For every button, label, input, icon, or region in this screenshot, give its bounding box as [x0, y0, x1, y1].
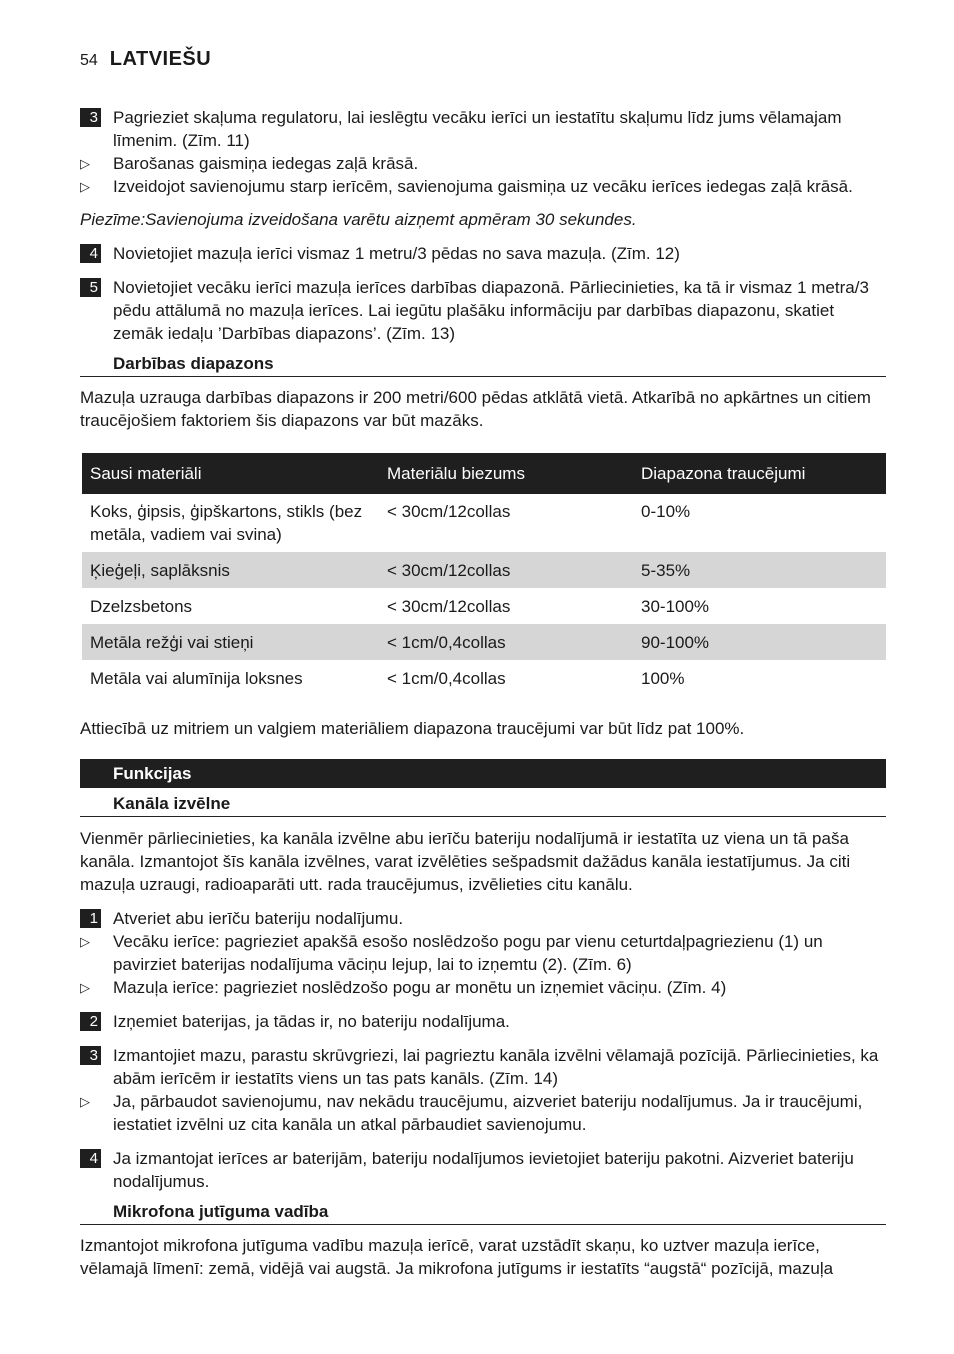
step-4-placement	[80, 242, 886, 265]
bullet-arrow-icon: ▷	[80, 934, 90, 949]
table-cell: 5-35%	[633, 552, 886, 588]
table-header-row	[82, 453, 886, 494]
step-text: Izņemiet baterijas, ja tādas ir, no bateriju nodalījuma.	[113, 1012, 510, 1031]
range-heading: Darbības diapazons	[80, 351, 886, 377]
language-title: LATVIEŠU	[109, 48, 212, 70]
note-text: Piezīme:Savienojuma izveidošana varētu aizņemt apmēram 30 sekundes.	[80, 210, 637, 229]
column-header: Materiālu biezums	[379, 453, 633, 494]
table-cell: < 30cm/12collas	[379, 552, 633, 588]
step-text: Atveriet abu ierīču bateriju nodalījumu.	[113, 909, 404, 928]
table-cell: 30-100%	[641, 597, 710, 616]
table-row	[82, 588, 886, 624]
mic-intro: Izmantojot mikrofona jutīguma vadību mazuļa ierīcē, varat uzstādīt skaņu, ko uztver mazuļa ierīce, vēlamajā līmenī: zemā, vidējā vai augstā. Ja mikrofona jutīgums ir iestatīts “augstā“ pozīcijā, mazuļa	[80, 1236, 834, 1278]
step-number-badge: 4	[80, 1149, 101, 1168]
bullet-text: Izveidojot savienojumu starp ierīcēm, savienojuma gaismiņa uz vecāku ierīces iedegas zaļā krāsā.	[113, 177, 853, 196]
bullet-item	[80, 175, 886, 198]
step-1-open-compartment	[80, 907, 886, 930]
step-number-badge: 4	[80, 244, 101, 263]
column-header: Sausi materiāli	[82, 453, 379, 494]
step-number-badge: 5	[80, 278, 101, 297]
table-cell: Metāla režģi vai stieņi	[82, 624, 379, 660]
step-text: Ja izmantojat ierīces ar baterijām, bateriju nodalījumos ievietojiet bateriju pakotni. Aizveriet bateriju nodalījumus.	[113, 1149, 854, 1191]
step-text: Pagrieziet skaļuma regulatoru, lai ieslēgtu vecāku ierīci un iestatītu skaļumu līdz jums vēlamajam līmenim. (Zīm. 11)	[113, 108, 842, 150]
table-cell: < 30cm/12collas	[387, 502, 511, 521]
range-footer-note: Attiecībā uz mitriem un valgiem materiāliem diapazona traucējumi var būt līdz pat 100%.	[80, 719, 745, 738]
step-number-badge: 1	[80, 909, 101, 928]
bullet-item	[80, 152, 886, 175]
table-row	[82, 552, 886, 588]
bullet-arrow-icon: ▷	[80, 179, 90, 194]
table-row	[82, 624, 886, 660]
step-3-volume	[80, 106, 886, 152]
bullet-text: Mazuļa ierīce: pagrieziet noslēdzošo pogu ar monētu un izņemiet vāciņu. (Zīm. 4)	[113, 978, 727, 997]
table-cell: Dzelzsbetons	[90, 597, 193, 616]
table-cell: 90-100%	[633, 624, 886, 660]
table-cell: < 1cm/0,4collas	[387, 669, 506, 688]
page-header	[80, 48, 211, 71]
mic-heading: Mikrofona jutīguma vadība	[80, 1199, 886, 1225]
table-cell: 100%	[641, 669, 685, 688]
step-2-remove-batteries	[80, 1010, 886, 1033]
step-number-badge: 2	[80, 1012, 101, 1031]
interference-table	[82, 453, 886, 696]
functions-section-title: Funkcijas	[80, 759, 886, 788]
step-5-range	[80, 276, 886, 345]
step-text: Izmantojiet mazu, parastu skrūvgriezi, lai pagrieztu kanāla izvēlni vēlamajā pozīcijā. Pārliecinieties, ka abām ierīcēm ir iestatīts viens un tas pats kanāls. (Zīm. 14)	[113, 1046, 879, 1088]
step-text: Novietojiet vecāku ierīci mazuļa ierīces darbības diapazonā. Pārliecinieties, ka tā ir vismaz 1 metra/3 pēdu attālumā no mazuļa ierīces. Lai iegūtu plašāku informāciju par darbības diapazonu, skatiet zemāk iedaļu ’Darbības diapazons’. (Zīm. 13)	[113, 278, 869, 343]
bullet-item	[80, 930, 886, 976]
table-cell: < 30cm/12collas	[387, 597, 511, 616]
table-cell: Ķieģeļi, saplāksnis	[82, 552, 379, 588]
bullet-text: Ja, pārbaudot savienojumu, nav nekādu traucējumu, aizveriet bateriju nodalījumus. Ja ir traucējumi, iestatiet izvēlni uz cita kanāla un atkal pārbaudiet savienojumu.	[113, 1092, 863, 1134]
step-4-insert-battery-pack	[80, 1147, 886, 1193]
page-content	[80, 106, 886, 1280]
channel-intro: Vienmēr pārliecinieties, ka kanāla izvēlne abu ierīču bateriju nodalījumā ir iestatīta uz viena un tā paša kanāla. Izmantojot šīs kanāla izvēlnes, varat izvēlēties sešpadsmit dažādus kanāla iestatījumus. Ja citi mazuļa uzraugi, radioaparāti utt. rada traucējumus, izvēlieties citu kanālu.	[80, 829, 851, 894]
step-number-badge: 3	[80, 108, 101, 127]
channel-heading: Kanāla izvēlne	[80, 791, 886, 817]
bullet-text: Vecāku ierīce: pagrieziet apakšā esošo noslēdzošo pogu par vienu ceturtdaļpagriezienu (1) un pavirziet baterijas nodalījuma vāciņu lejup, lai to izņemtu (2). (Zīm. 6)	[113, 932, 823, 974]
bullet-arrow-icon: ▷	[80, 980, 90, 995]
step-3-set-channel	[80, 1044, 886, 1090]
bullet-arrow-icon: ▷	[80, 156, 90, 171]
step-text: Novietojiet mazuļa ierīci vismaz 1 metru/3 pēdas no sava mazuļa. (Zīm. 12)	[113, 244, 680, 263]
table-cell: Metāla vai alumīnija loksnes	[90, 669, 303, 688]
table-cell: < 1cm/0,4collas	[379, 624, 633, 660]
range-intro: Mazuļa uzrauga darbības diapazons ir 200 metri/600 pēdas atklātā vietā. Atkarībā no apkārtnes un citiem traucējošiem faktoriem šis diapazons var būt mazāks.	[80, 388, 871, 430]
bullet-item	[80, 1090, 886, 1136]
table-cell: Koks, ģipsis, ģipškartons, stikls (bez metāla, vadiem vai svina)	[90, 502, 363, 544]
table-row	[82, 660, 886, 696]
bullet-item	[80, 976, 886, 999]
column-header: Diapazona traucējumi	[633, 453, 886, 494]
bullet-text: Barošanas gaismiņa iedegas zaļā krāsā.	[113, 154, 419, 173]
table-row	[82, 494, 886, 552]
step-number-badge: 3	[80, 1046, 101, 1065]
table-cell: 0-10%	[641, 502, 691, 521]
page-number: 54	[80, 52, 98, 69]
bullet-arrow-icon: ▷	[80, 1094, 90, 1109]
